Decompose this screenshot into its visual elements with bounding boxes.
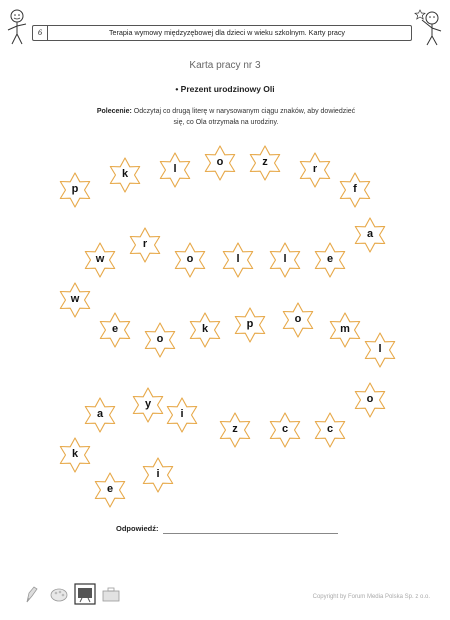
letter-star — [140, 320, 180, 360]
page-number: 6 — [33, 26, 48, 40]
star-letter: r — [142, 238, 148, 250]
star-letter: i — [156, 468, 160, 480]
letter-star — [155, 150, 195, 190]
star-letter: c — [326, 423, 334, 435]
letter-star — [200, 143, 240, 183]
letter-star — [265, 410, 305, 450]
letter-star — [295, 150, 335, 190]
pencil-icon[interactable] — [20, 583, 42, 605]
answer-label: Odpowiedź: — [116, 524, 159, 533]
letter-star — [215, 410, 255, 450]
letter-star — [325, 310, 365, 350]
star-letter: l — [378, 343, 382, 355]
star-letter: e — [326, 253, 334, 265]
instruction-text: Odczytaj co drugą literę w narysowanym ciągu znaków, aby dowiedzieć się, co Ola otrzymała na urodziny. — [133, 108, 356, 126]
star-letter: w — [70, 293, 80, 305]
star-letter: z — [232, 423, 238, 435]
star-letter: i — [180, 408, 184, 420]
star-letter: k — [71, 448, 79, 460]
star-letter: y — [144, 398, 152, 410]
star-letter: o — [294, 313, 302, 325]
child-with-star-icon — [414, 6, 444, 46]
star-letter: p — [246, 318, 254, 330]
letter-star — [265, 240, 305, 280]
letter-star — [185, 310, 225, 350]
letter-star — [350, 215, 390, 255]
letter-star — [350, 380, 390, 420]
instruction — [95, 106, 357, 128]
letter-star — [125, 225, 165, 265]
star-letter: f — [353, 183, 357, 195]
star-letter: o — [216, 156, 224, 168]
letter-star — [80, 395, 120, 435]
instruction-label: Polecenie: — [96, 108, 132, 115]
chalkboard-icon[interactable] — [74, 583, 96, 605]
header-bar — [32, 25, 412, 41]
letter-star — [55, 435, 95, 475]
letter-star — [80, 240, 120, 280]
briefcase-icon[interactable] — [100, 583, 122, 605]
letter-star — [170, 240, 210, 280]
letter-star — [55, 280, 95, 320]
letter-star — [278, 300, 318, 340]
bottom-toolbar — [20, 583, 130, 605]
letter-star — [218, 240, 258, 280]
letter-star — [90, 470, 130, 510]
letter-star — [310, 410, 350, 450]
worksheet-subtitle: • Prezent urodzinowy Oli — [175, 84, 275, 94]
star-letter: k — [201, 323, 209, 335]
answer-line[interactable] — [163, 533, 338, 534]
star-letter: p — [71, 183, 79, 195]
star-letter: o — [186, 253, 194, 265]
letter-star — [245, 143, 285, 183]
star-letter: m — [340, 323, 350, 335]
star-letter: l — [283, 253, 287, 265]
star-letter: z — [262, 156, 268, 168]
letter-star — [162, 395, 202, 435]
letter-star — [55, 170, 95, 210]
worksheet-title: Karta pracy nr 3 — [189, 60, 261, 71]
palette-icon[interactable] — [48, 583, 70, 605]
letter-star — [95, 310, 135, 350]
letter-star — [138, 455, 178, 495]
star-letter: a — [366, 228, 374, 240]
letter-star — [335, 170, 375, 210]
header-title: Terapia wymowy międzyzębowej dla dzieci w wieku szkolnym. Karty pracy — [108, 28, 346, 37]
star-letter: a — [96, 408, 104, 420]
star-letter: o — [366, 393, 374, 405]
star-letter: e — [111, 323, 119, 335]
star-letter: e — [106, 483, 114, 495]
letter-star — [360, 330, 400, 370]
star-letter: k — [121, 168, 129, 180]
letter-star — [310, 240, 350, 280]
star-letter: l — [173, 163, 177, 175]
copyright: Copyright by Forum Media Polska Sp. z o.o. — [312, 594, 430, 600]
letter-star — [105, 155, 145, 195]
star-letter: l — [236, 253, 240, 265]
star-letter: r — [312, 163, 318, 175]
letter-star — [230, 305, 270, 345]
star-letter: c — [281, 423, 289, 435]
star-letter: w — [95, 253, 105, 265]
star-letter: o — [156, 333, 164, 345]
child-figure-left-icon — [2, 6, 32, 46]
